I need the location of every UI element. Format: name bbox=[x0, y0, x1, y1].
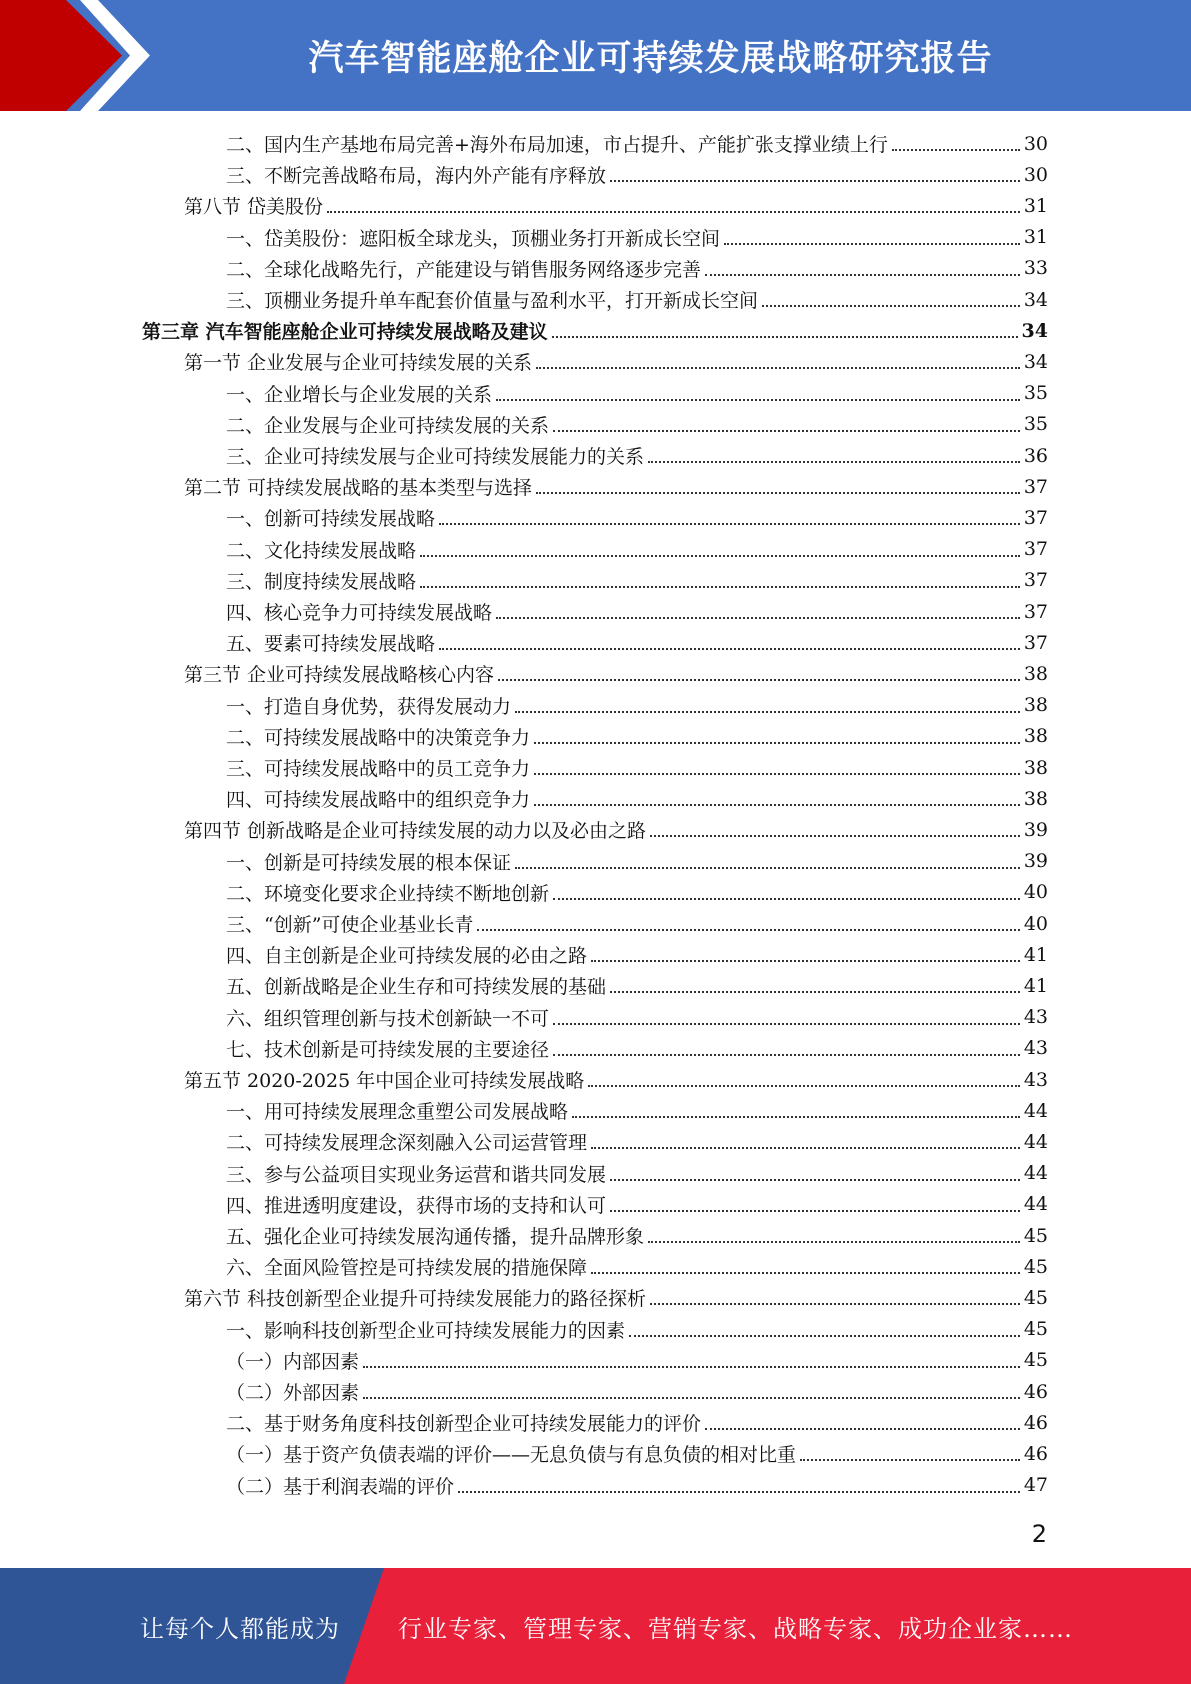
toc-leader-dots bbox=[572, 1115, 1020, 1118]
toc-leader-dots bbox=[892, 148, 1020, 151]
toc-leader-dots bbox=[498, 678, 1020, 681]
toc-subsection-entry[interactable] bbox=[226, 1314, 1048, 1345]
toc-entry-page: 38 bbox=[1023, 756, 1048, 779]
toc-entry-title: 第六节 科技创新型企业提升可持续发展能力的路径探析 bbox=[184, 1288, 647, 1311]
toc-subsection-entry[interactable] bbox=[226, 128, 1048, 159]
toc-subsection-entry[interactable] bbox=[226, 908, 1048, 939]
toc-subsection-entry[interactable] bbox=[226, 1158, 1048, 1189]
toc-entry-title: 第一节 企业发展与企业可持续发展的关系 bbox=[184, 352, 533, 375]
toc-leader-dots bbox=[800, 1458, 1020, 1461]
toc-subsection-entry[interactable] bbox=[226, 409, 1048, 440]
toc-entry-title: 第八节 岱美股份 bbox=[184, 196, 324, 219]
toc-section-entry[interactable] bbox=[184, 1282, 1048, 1313]
toc-entry-title: 二、环境变化要求企业持续不断地创新 bbox=[226, 882, 550, 905]
toc-entry-page: 38 bbox=[1023, 725, 1048, 748]
toc-leader-dots bbox=[496, 398, 1020, 401]
footer-banner bbox=[0, 1568, 1191, 1684]
toc-entry-page: 45 bbox=[1023, 1349, 1048, 1372]
toc-leader-dots bbox=[762, 304, 1020, 307]
toc-entry-title: 五、创新战略是企业生存和可持续发展的基础 bbox=[226, 976, 607, 999]
toc-leader-dots bbox=[327, 210, 1020, 213]
toc-leader-dots bbox=[363, 1396, 1020, 1399]
toc-subsection-entry[interactable] bbox=[226, 627, 1048, 658]
toc-subsection-entry[interactable] bbox=[226, 1376, 1048, 1407]
toc-entry-page: 45 bbox=[1023, 1286, 1048, 1309]
toc-subsection-entry[interactable] bbox=[226, 721, 1048, 752]
toc-entry-title: 第三节 企业可持续发展战略核心内容 bbox=[184, 664, 495, 687]
toc-leader-dots bbox=[724, 242, 1020, 245]
footer-slogan-left: 让每个人都能成为 bbox=[140, 1614, 340, 1643]
toc-subsection-entry[interactable] bbox=[226, 970, 1048, 1001]
toc-entry-page: 43 bbox=[1023, 1037, 1048, 1060]
toc-entry-page: 45 bbox=[1023, 1318, 1048, 1341]
toc-entry-title: 二、企业发展与企业可持续发展的关系 bbox=[226, 414, 550, 437]
toc-leader-dots bbox=[553, 429, 1020, 432]
toc-entry-page: 30 bbox=[1023, 163, 1048, 186]
toc-entry-page: 30 bbox=[1023, 132, 1048, 155]
toc-leader-dots bbox=[439, 522, 1020, 525]
toc-entry-title: 六、组织管理创新与技术创新缺一不可 bbox=[226, 1007, 550, 1030]
toc-subsection-entry[interactable] bbox=[226, 1002, 1048, 1033]
toc-entry-title: 三、“创新”可使企业基业长青 bbox=[226, 914, 474, 936]
toc-subsection-entry[interactable] bbox=[226, 1095, 1048, 1126]
toc-entry-page: 44 bbox=[1023, 1130, 1048, 1153]
toc-entry-page: 43 bbox=[1023, 1068, 1048, 1091]
toc-subsection-entry[interactable] bbox=[226, 596, 1048, 627]
toc-leader-dots bbox=[420, 585, 1020, 588]
toc-leader-dots bbox=[515, 710, 1020, 713]
header-bar bbox=[0, 0, 1191, 111]
toc-entry-title: 一、影响科技创新型企业可持续发展能力的因素 bbox=[226, 1319, 626, 1342]
toc-entry-page: 37 bbox=[1023, 631, 1048, 654]
toc-entry-page: 44 bbox=[1023, 1099, 1048, 1122]
toc-entry-page: 46 bbox=[1023, 1411, 1048, 1434]
toc-subsection-entry[interactable] bbox=[226, 783, 1048, 814]
toc-entry-title: 一、创新可持续发展战略 bbox=[226, 508, 436, 531]
toc-entry-page: 35 bbox=[1023, 382, 1048, 405]
toc-entry-page: 41 bbox=[1023, 943, 1048, 966]
toc-leader-dots bbox=[477, 928, 1019, 931]
toc-leader-dots bbox=[496, 616, 1020, 619]
toc-leader-dots bbox=[515, 866, 1020, 869]
toc-entry-title: 四、自主创新是企业可持续发展的必由之路 bbox=[226, 945, 588, 968]
toc-entry-page: 37 bbox=[1023, 538, 1048, 561]
toc-leader-dots bbox=[420, 554, 1020, 557]
toc-subsection-entry[interactable] bbox=[226, 159, 1048, 190]
toc-leader-dots bbox=[588, 1084, 1020, 1087]
toc-subsection-entry[interactable] bbox=[226, 253, 1048, 284]
toc-leader-dots bbox=[648, 1240, 1020, 1243]
toc-leader-dots bbox=[534, 741, 1020, 744]
toc-entry-page: 34 bbox=[1023, 350, 1048, 373]
toc-entry-page: 36 bbox=[1023, 444, 1048, 467]
toc-section-entry[interactable] bbox=[184, 190, 1048, 221]
toc-leader-dots bbox=[610, 1209, 1020, 1212]
toc-entry-title: 第五节 2020-2025 年中国企业可持续发展战略 bbox=[184, 1070, 585, 1092]
toc-leader-dots bbox=[610, 990, 1020, 993]
toc-entry-page: 44 bbox=[1023, 1193, 1048, 1216]
toc-subsection-entry[interactable] bbox=[226, 378, 1048, 409]
toc-entry-title: 二、国内生产基地布局完善+海外布局加速，市占提升、产能扩张支撑业绩上行 bbox=[226, 134, 888, 156]
toc-entry-title: 一、岱美股份：遮阳板全球龙头，顶棚业务打开新成长空间 bbox=[226, 227, 721, 250]
toc-leader-dots bbox=[591, 1271, 1020, 1274]
toc-subsection-entry[interactable] bbox=[226, 534, 1048, 565]
toc-entry-title: 第二节 可持续发展战略的基本类型与选择 bbox=[184, 477, 533, 500]
toc-entry-title: 三、可持续发展战略中的员工竞争力 bbox=[226, 758, 531, 780]
toc-entry-title: 五、要素可持续发展战略 bbox=[226, 633, 436, 656]
toc-leader-dots bbox=[705, 273, 1020, 276]
toc-entry-title: （二）外部因素 bbox=[226, 1382, 360, 1404]
toc-section-entry[interactable] bbox=[184, 814, 1048, 845]
toc-entry-title: （二）基于利润表端的评价 bbox=[226, 1475, 455, 1498]
toc-section-entry[interactable] bbox=[184, 346, 1048, 377]
toc-entry-title: 二、全球化战略先行，产能建设与销售服务网络逐步完善 bbox=[226, 258, 702, 281]
toc-entry-title: 七、技术创新是可持续发展的主要途径 bbox=[226, 1038, 550, 1061]
toc-leader-dots bbox=[553, 897, 1020, 900]
toc-leader-dots bbox=[610, 1178, 1020, 1181]
toc-entry-page: 37 bbox=[1023, 506, 1048, 529]
toc-subsection-entry[interactable] bbox=[226, 440, 1048, 471]
toc-subsection-entry[interactable] bbox=[226, 1126, 1048, 1157]
toc-leader-dots bbox=[534, 772, 1020, 775]
toc-entry-title: 第四节 创新战略是企业可持续发展的动力以及必由之路 bbox=[184, 820, 647, 843]
toc-entry-title: 三、顶棚业务提升单车配套价值量与盈利水平，打开新成长空间 bbox=[226, 290, 759, 312]
toc-leader-dots bbox=[591, 959, 1020, 962]
toc-entry-title: 四、可持续发展战略中的组织竞争力 bbox=[226, 789, 531, 812]
toc-section-entry[interactable] bbox=[184, 658, 1048, 689]
toc-entry-page: 40 bbox=[1023, 912, 1048, 935]
toc-leader-dots bbox=[536, 491, 1020, 494]
toc-entry-page: 45 bbox=[1023, 1224, 1048, 1247]
toc-entry-page: 33 bbox=[1023, 257, 1048, 280]
toc-leader-dots bbox=[553, 1022, 1020, 1025]
toc-subsection-entry[interactable] bbox=[226, 877, 1048, 908]
toc-leader-dots bbox=[458, 1490, 1020, 1493]
toc-entry-page: 37 bbox=[1023, 600, 1048, 623]
toc-leader-dots bbox=[648, 460, 1020, 463]
toc-subsection-entry[interactable] bbox=[226, 939, 1048, 970]
toc-subsection-entry[interactable] bbox=[226, 752, 1048, 783]
toc-leader-dots bbox=[650, 834, 1020, 837]
toc-entry-page: 38 bbox=[1023, 694, 1048, 717]
toc-entry-title: 二、可持续发展战略中的决策竞争力 bbox=[226, 726, 531, 749]
toc-entry-title: 六、全面风险管控是可持续发展的措施保障 bbox=[226, 1257, 588, 1280]
toc-section-entry[interactable] bbox=[184, 1064, 1048, 1095]
toc-subsection-entry[interactable] bbox=[226, 502, 1048, 533]
toc-subsection-entry[interactable] bbox=[226, 690, 1048, 721]
toc-entry-page: 38 bbox=[1023, 662, 1048, 685]
toc-entry-page: 34 bbox=[1023, 288, 1048, 311]
toc-entry-page: 43 bbox=[1023, 1006, 1048, 1029]
toc-leader-dots bbox=[705, 1427, 1020, 1430]
toc-entry-title: 五、强化企业可持续发展沟通传播，提升品牌形象 bbox=[226, 1226, 645, 1248]
toc-leader-dots bbox=[650, 1302, 1020, 1305]
toc-subsection-entry[interactable] bbox=[226, 1438, 1048, 1469]
toc-entry-title: 三、制度持续发展战略 bbox=[226, 570, 417, 593]
toc-entry-page: 44 bbox=[1023, 1162, 1048, 1185]
toc-subsection-entry[interactable] bbox=[226, 1220, 1048, 1251]
toc-entry-page: 37 bbox=[1023, 475, 1048, 498]
toc-chapter-entry[interactable] bbox=[142, 315, 1048, 346]
toc-entry-page: 46 bbox=[1023, 1380, 1048, 1403]
toc-entry-title: 二、文化持续发展战略 bbox=[226, 539, 417, 562]
toc-entry-title: 一、用可持续发展理念重塑公司发展战略 bbox=[226, 1101, 569, 1124]
toc-entry-title: 一、创新是可持续发展的根本保证 bbox=[226, 851, 512, 874]
toc-entry-page: 39 bbox=[1023, 850, 1048, 873]
toc-entry-page: 47 bbox=[1023, 1474, 1048, 1497]
toc-entry-title: （一）内部因素 bbox=[226, 1350, 360, 1373]
toc-subsection-entry[interactable] bbox=[226, 1033, 1048, 1064]
toc-subsection-entry[interactable] bbox=[226, 1345, 1048, 1376]
toc-leader-dots bbox=[629, 1334, 1020, 1337]
page-number: 2 bbox=[1031, 1520, 1047, 1548]
toc-entry-title: 三、企业可持续发展与企业可持续发展能力的关系 bbox=[226, 446, 645, 468]
toc-entry-page: 45 bbox=[1023, 1255, 1048, 1278]
toc-entry-title: 四、推进透明度建设，获得市场的支持和认可 bbox=[226, 1194, 607, 1217]
toc-entry-title: 二、基于财务角度科技创新型企业可持续发展能力的评价 bbox=[226, 1413, 702, 1436]
toc-entry-title: 三、不断完善战略布局，海内外产能有序释放 bbox=[226, 165, 607, 188]
toc-subsection-entry[interactable] bbox=[226, 846, 1048, 877]
toc-entry-title: 第三章 汽车智能座舱企业可持续发展战略及建议 bbox=[142, 321, 548, 344]
toc-entry-title: 二、可持续发展理念深刻融入公司运营管理 bbox=[226, 1132, 588, 1155]
toc-subsection-entry[interactable] bbox=[226, 284, 1048, 315]
toc-entry-page: 38 bbox=[1023, 787, 1048, 810]
report-title: 汽车智能座舱企业可持续发展战略研究报告 bbox=[308, 38, 993, 79]
toc-subsection-entry[interactable] bbox=[226, 1470, 1048, 1501]
toc-entry-title: 一、打造自身优势，获得发展动力 bbox=[226, 695, 512, 718]
toc-entry-page: 31 bbox=[1023, 194, 1048, 217]
toc-subsection-entry[interactable] bbox=[226, 1189, 1048, 1220]
toc-entry-title: 三、参与公益项目实现业务运营和谐共同发展 bbox=[226, 1163, 607, 1186]
toc-leader-dots bbox=[534, 803, 1020, 806]
footer-slogan-right: 行业专家、管理专家、营销专家、战略专家、成功企业家…… bbox=[398, 1614, 1073, 1643]
toc-entry-page: 37 bbox=[1023, 569, 1048, 592]
toc-entry-page: 40 bbox=[1023, 881, 1048, 904]
toc-leader-dots bbox=[439, 647, 1020, 650]
toc-entry-title: 一、企业增长与企业发展的关系 bbox=[226, 383, 493, 406]
toc-leader-dots bbox=[610, 179, 1020, 182]
header-chevron-icon bbox=[0, 0, 150, 111]
toc-entry-title: 四、核心竞争力可持续发展战略 bbox=[226, 602, 493, 624]
toc-entry-page: 35 bbox=[1023, 413, 1048, 436]
toc-entry-title: （一）基于资产负债表端的评价——无息负债与有息负债的相对比重 bbox=[226, 1444, 797, 1467]
toc-leader-dots bbox=[552, 335, 1018, 338]
toc-entry-page: 46 bbox=[1023, 1442, 1048, 1465]
toc-subsection-entry[interactable] bbox=[226, 1251, 1048, 1282]
toc-leader-dots bbox=[536, 366, 1020, 369]
toc-leader-dots bbox=[363, 1365, 1020, 1368]
toc-subsection-entry[interactable] bbox=[226, 565, 1048, 596]
toc-entry-page: 41 bbox=[1023, 974, 1048, 997]
toc-entry-page: 39 bbox=[1023, 818, 1048, 841]
toc-section-entry[interactable] bbox=[184, 471, 1048, 502]
toc-leader-dots bbox=[591, 1146, 1020, 1149]
toc-entry-page: 34 bbox=[1021, 319, 1048, 342]
toc-leader-dots bbox=[553, 1053, 1020, 1056]
toc-subsection-entry[interactable] bbox=[226, 222, 1048, 253]
toc-subsection-entry[interactable] bbox=[226, 1407, 1048, 1438]
toc-entry-page: 31 bbox=[1023, 226, 1048, 249]
